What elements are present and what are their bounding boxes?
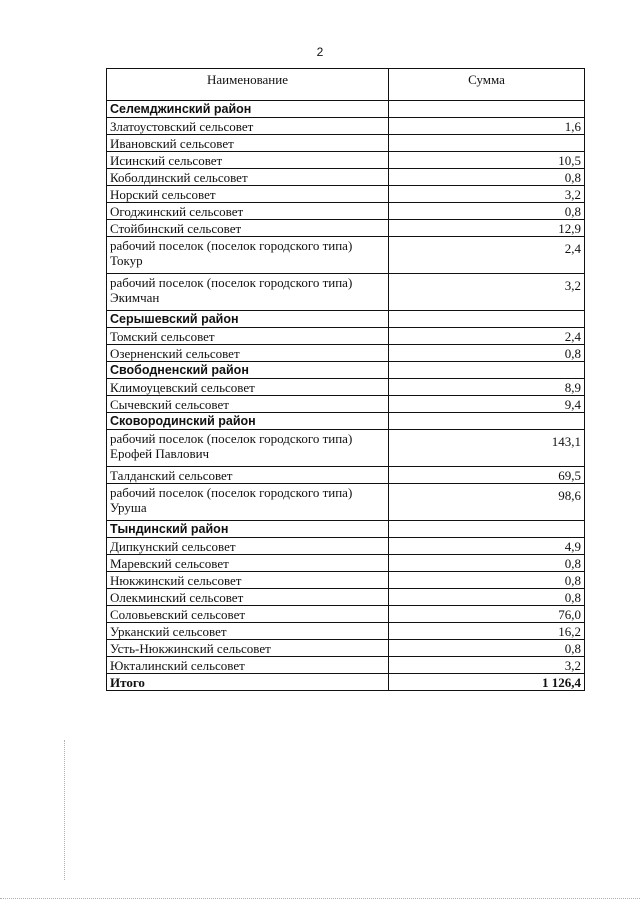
name-text-line2: Экимчан — [110, 290, 160, 305]
sum-cell: 3,2 — [389, 274, 585, 311]
column-header-sum: Сумма — [389, 69, 585, 101]
sum-cell: 9,4 — [389, 396, 585, 413]
sum-cell: 2,4 — [389, 237, 585, 274]
table-row — [107, 274, 585, 311]
district-row — [107, 521, 585, 538]
name-text: Златоустовский сельсовет — [110, 119, 254, 134]
name-text: Селемджинский район — [110, 102, 252, 116]
name-text: рабочий поселок (поселок городского типа) — [110, 238, 353, 253]
sum-cell — [389, 135, 585, 152]
name-text: Климоуцевский сельсовет — [110, 380, 255, 395]
sum-cell: 0,8 — [389, 572, 585, 589]
name-text: Юкталинский сельсовет — [110, 658, 245, 673]
sum-cell: 2,4 — [389, 328, 585, 345]
sum-cell — [389, 101, 585, 118]
sum-cell: 3,2 — [389, 186, 585, 203]
sum-cell — [389, 521, 585, 538]
table-row — [107, 169, 585, 186]
name-text: Ивановский сельсовет — [110, 136, 234, 151]
name-cell — [107, 237, 389, 274]
district-row — [107, 311, 585, 328]
name-text: Озерненский сельсовет — [110, 346, 240, 361]
column-header-name: Наименование — [107, 69, 389, 101]
sum-cell: 76,0 — [389, 606, 585, 623]
table-row — [107, 484, 585, 521]
sum-cell: 8,9 — [389, 379, 585, 396]
sum-cell: 16,2 — [389, 623, 585, 640]
sum-cell: 98,6 — [389, 484, 585, 521]
total-row — [107, 674, 585, 691]
table-row — [107, 606, 585, 623]
table-row — [107, 657, 585, 674]
district-name-cell — [107, 413, 389, 430]
table-row — [107, 237, 585, 274]
sum-cell: 3,2 — [389, 657, 585, 674]
sum-cell — [389, 413, 585, 430]
table-row — [107, 135, 585, 152]
budget-table — [106, 68, 585, 691]
district-name-cell — [107, 311, 389, 328]
district-name-cell — [107, 362, 389, 379]
name-text-line2: Токур — [110, 253, 143, 268]
name-text-line2: Уруша — [110, 500, 147, 515]
table-row — [107, 589, 585, 606]
name-text: Томский сельсовет — [110, 329, 215, 344]
name-cell — [107, 274, 389, 311]
name-cell — [107, 135, 389, 152]
name-cell — [107, 555, 389, 572]
name-cell — [107, 379, 389, 396]
name-text: Огоджинский сельсовет — [110, 204, 244, 219]
name-cell — [107, 118, 389, 135]
table-row — [107, 328, 585, 345]
name-text: Талданский сельсовет — [110, 468, 233, 483]
table-row — [107, 623, 585, 640]
sum-cell — [389, 311, 585, 328]
sum-cell: 1,6 — [389, 118, 585, 135]
table-row — [107, 203, 585, 220]
name-cell — [107, 169, 389, 186]
name-cell — [107, 328, 389, 345]
name-text: рабочий поселок (поселок городского типа) — [110, 431, 353, 446]
sum-cell: 0,8 — [389, 203, 585, 220]
name-cell — [107, 623, 389, 640]
name-cell — [107, 152, 389, 169]
sum-cell: 12,9 — [389, 220, 585, 237]
name-cell — [107, 589, 389, 606]
name-cell — [107, 203, 389, 220]
sum-cell: 0,8 — [389, 589, 585, 606]
table-row — [107, 467, 585, 484]
district-name-cell — [107, 521, 389, 538]
name-text: Тындинский район — [110, 522, 229, 536]
name-text: Коболдинский сельсовет — [110, 170, 248, 185]
name-text: Усть-Нюкжинский сельсовет — [110, 641, 271, 656]
name-text-line2: Ерофей Павлович — [110, 446, 210, 461]
name-text: рабочий поселок (поселок городского типа) — [110, 485, 353, 500]
table-row — [107, 220, 585, 237]
table-row — [107, 379, 585, 396]
name-text: Стойбинский сельсовет — [110, 221, 242, 236]
name-text: рабочий поселок (поселок городского типа) — [110, 275, 353, 290]
name-cell — [107, 467, 389, 484]
table-row — [107, 118, 585, 135]
name-text: Серышевский район — [110, 312, 239, 326]
name-cell — [107, 538, 389, 555]
scan-margin-line — [64, 740, 66, 880]
table-row — [107, 345, 585, 362]
sum-cell — [389, 362, 585, 379]
page-number: 2 — [316, 45, 324, 59]
table-row — [107, 555, 585, 572]
name-cell — [107, 484, 389, 521]
name-text: Дипкунский сельсовет — [110, 539, 236, 554]
name-cell — [107, 430, 389, 467]
table-row — [107, 640, 585, 657]
district-row — [107, 413, 585, 430]
name-cell — [107, 345, 389, 362]
name-cell — [107, 396, 389, 413]
district-name-cell — [107, 101, 389, 118]
name-text: Соловьевский сельсовет — [110, 607, 246, 622]
table-header-row — [107, 69, 585, 101]
sum-cell: 0,8 — [389, 640, 585, 657]
name-text: Итого — [110, 675, 145, 690]
table-body — [107, 101, 585, 691]
scan-bottom-line — [0, 898, 640, 900]
name-cell — [107, 640, 389, 657]
table-row — [107, 572, 585, 589]
name-text: Свободненский район — [110, 363, 249, 377]
name-text: Урканский сельсовет — [110, 624, 227, 639]
name-cell — [107, 186, 389, 203]
district-row — [107, 362, 585, 379]
name-text: Олекминский сельсовет — [110, 590, 244, 605]
sum-cell: 10,5 — [389, 152, 585, 169]
table-row — [107, 396, 585, 413]
name-cell — [107, 657, 389, 674]
name-text: Сычевский сельсовет — [110, 397, 229, 412]
name-cell — [107, 220, 389, 237]
sum-cell: 0,8 — [389, 169, 585, 186]
name-text: Нюкжинский сельсовет — [110, 573, 242, 588]
name-cell — [107, 572, 389, 589]
district-row — [107, 101, 585, 118]
total-sum-cell: 1 126,4 — [389, 674, 585, 691]
name-text: Норский сельсовет — [110, 187, 216, 202]
sum-cell: 143,1 — [389, 430, 585, 467]
table-row — [107, 430, 585, 467]
sum-cell: 0,8 — [389, 345, 585, 362]
table-row — [107, 186, 585, 203]
name-text: Сковородинский район — [110, 414, 256, 428]
name-cell — [107, 606, 389, 623]
total-label-cell — [107, 674, 389, 691]
name-text: Маревский сельсовет — [110, 556, 229, 571]
table-row — [107, 538, 585, 555]
name-text: Исинский сельсовет — [110, 153, 223, 168]
sum-cell: 4,9 — [389, 538, 585, 555]
sum-cell: 0,8 — [389, 555, 585, 572]
table-row — [107, 152, 585, 169]
sum-cell: 69,5 — [389, 467, 585, 484]
